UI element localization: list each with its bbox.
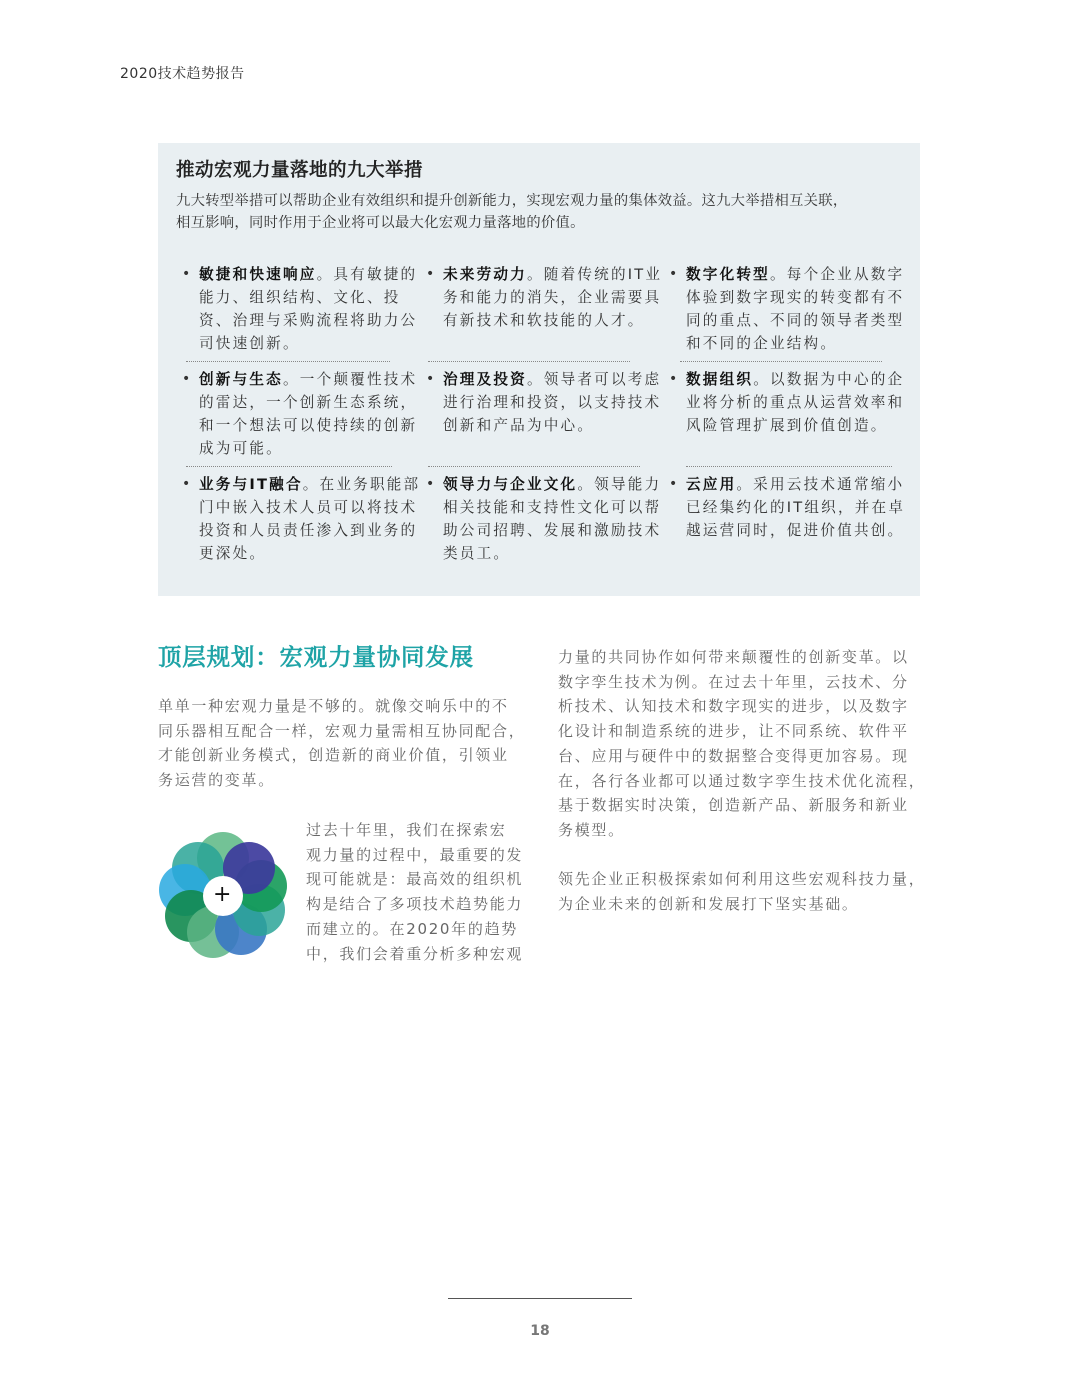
measure-text: 。采用云技术通常缩小 — [736, 476, 905, 493]
measure-text: 的雷达，一个创新生态系统， — [199, 394, 418, 411]
bullet-icon: • — [182, 266, 191, 282]
measure-text: 体验到数字现实的转变都有不 — [686, 289, 905, 306]
measure-item — [669, 263, 916, 355]
measure-line — [686, 309, 916, 332]
measure-line — [199, 496, 429, 519]
measure-line — [686, 332, 916, 355]
measure-line — [443, 368, 673, 391]
measure-line — [443, 309, 673, 332]
measure-text: 同的重点、不同的领导者类型 — [686, 312, 905, 329]
measure-text: 能力、组织结构、文化、投 — [199, 289, 401, 306]
measure-item — [426, 263, 673, 332]
measure-text: 。领导者可以考虑 — [526, 371, 662, 388]
dotted-divider — [680, 361, 882, 362]
measure-line — [686, 414, 916, 437]
paragraph-line: 在，各行各业都可以通过数字孪生技术优化流程， — [558, 771, 926, 790]
bullet-icon: • — [182, 476, 191, 492]
measure-line — [443, 473, 673, 496]
measure-text: 。具有敏捷的 — [316, 266, 418, 283]
measure-term: 业务与IT融合 — [199, 476, 303, 493]
measure-text: 成为可能。 — [199, 440, 283, 457]
measure-line — [199, 519, 429, 542]
measure-text: 。以数据为中心的企 — [753, 371, 905, 388]
paragraph-line: 析技术、认知技术和数字现实的进步，以及数字 — [558, 697, 909, 716]
paragraph-3 — [558, 645, 925, 843]
measure-line — [199, 368, 429, 391]
page-number: 18 — [530, 1323, 550, 1339]
paragraph-line: 力量的共同协作如何带来颠覆性的创新变革。以 — [558, 648, 909, 666]
measure-item — [669, 368, 916, 437]
bullet-icon: • — [426, 476, 435, 492]
paragraph-line: 台、应用与硬件中的数据整合变得更加容易。现 — [558, 746, 909, 765]
measure-item — [426, 473, 673, 565]
measure-line — [199, 414, 429, 437]
measure-text: 进行治理和投资，以支持技术 — [443, 394, 662, 411]
paragraph-line: 务运营的变革。 — [158, 771, 275, 790]
paragraph-1 — [158, 694, 525, 793]
measure-text: 风险管理扩展到价值创造。 — [686, 417, 888, 434]
dotted-divider — [186, 466, 392, 467]
paragraph-4 — [558, 867, 925, 916]
measure-line — [443, 263, 673, 286]
dotted-divider — [686, 466, 892, 467]
paragraph-line: 才能创新业务模式，创造新的商业价值，引领业 — [158, 746, 509, 765]
measure-text: 。领导能力 — [577, 476, 662, 493]
measure-text: 相关技能和支持性文化可以帮 — [443, 499, 662, 516]
measure-text: 务和能力的消失，企业需要具 — [443, 289, 662, 306]
box-intro-line: 相互影响，同时作用于企业将可以最大化宏观力量落地的价值。 — [176, 215, 585, 231]
section-heading: 顶层规划：宏观力量协同发展 — [158, 643, 474, 671]
paragraph-2 — [306, 818, 523, 966]
bullet-icon: • — [426, 266, 435, 282]
measure-line — [199, 473, 429, 496]
measure-text: 创新和产品为中心。 — [443, 417, 595, 434]
paragraph-line: 数字孪生技术为例。在过去十年里，云技术、分 — [558, 672, 909, 691]
measure-text: 。在业务职能部 — [302, 476, 421, 493]
paragraph-line: 过去十年里，我们在探索宏 — [306, 821, 507, 839]
bullet-icon: • — [182, 371, 191, 387]
paragraph-line: 同乐器相互配合一样，宏观力量需相互协同配合， — [158, 721, 526, 740]
bullet-icon: • — [426, 371, 435, 387]
paragraph-line: 中，我们会着重分析多种宏观 — [306, 944, 524, 963]
measure-item — [182, 368, 429, 460]
measure-text: 和不同的企业结构。 — [686, 335, 838, 352]
box-intro-line: 九大转型举措可以帮助企业有效组织和提升创新能力，实现宏观力量的集体效益。这九大举措相互关联， — [176, 193, 848, 209]
measure-text: 。每个企业从数字 — [769, 266, 905, 283]
measure-text: 越运营同时，促进价值共创。 — [686, 522, 905, 539]
measure-item — [669, 473, 916, 542]
bullet-icon: • — [669, 476, 678, 492]
measure-line — [443, 542, 673, 565]
measure-term: 数据组织 — [686, 371, 754, 388]
measure-term: 未来劳动力 — [443, 266, 527, 283]
measure-line — [199, 286, 429, 309]
dotted-divider — [428, 466, 640, 467]
measure-term: 治理及投资 — [443, 371, 527, 388]
measure-line — [686, 391, 916, 414]
logo-plus-symbol: + — [213, 882, 232, 907]
box-title: 推动宏观力量落地的九大举措 — [176, 160, 424, 181]
paragraph-line: 构是结合了多项技术趋势能力 — [306, 895, 524, 914]
paragraph-line: 单单一种宏观力量是不够的。就像交响乐中的不 — [158, 697, 509, 715]
paragraph-line: 而建立的。在2020年的趋势 — [306, 919, 518, 938]
paragraph-line: 务模型。 — [558, 820, 625, 839]
measure-term: 云应用 — [686, 476, 737, 493]
measure-text: 。随着传统的IT业 — [526, 266, 663, 283]
measure-line — [443, 391, 673, 414]
measure-text: 更深处。 — [199, 545, 267, 562]
paragraph-line: 化设计和制造系统的进步，让不同系统、软件平 — [558, 722, 909, 741]
footer-divider — [448, 1298, 632, 1299]
measure-text: 和一个想法可以使持续的创新 — [199, 417, 418, 434]
measure-text: 投资和人员责任渗入到业务的 — [199, 522, 418, 539]
measure-item — [182, 473, 429, 565]
measure-text: 司快速创新。 — [199, 335, 300, 352]
measure-term: 敏捷和快速响应 — [199, 266, 317, 283]
measure-line — [686, 368, 916, 391]
measure-line — [443, 496, 673, 519]
measure-text: 资、治理与采购流程将助力公 — [199, 312, 418, 329]
paragraph-line: 领先企业正积极探索如何利用这些宏观科技力量， — [558, 870, 926, 888]
measure-text: 有新技术和软技能的人才。 — [443, 312, 645, 329]
measure-line — [199, 391, 429, 414]
measure-line — [199, 309, 429, 332]
measure-text: 。一个颠覆性技术 — [282, 371, 418, 388]
measure-line — [443, 286, 673, 309]
measure-line — [443, 414, 673, 437]
measure-line — [199, 263, 429, 286]
measure-item — [426, 368, 673, 437]
measure-line — [199, 542, 429, 565]
paragraph-line: 为企业未来的创新和发展打下坚实基础。 — [558, 894, 859, 913]
bullet-icon: • — [669, 371, 678, 387]
measure-text: 业将分析的重点从运营效率和 — [686, 394, 905, 411]
dotted-divider — [428, 361, 630, 362]
measure-line — [686, 519, 916, 542]
measure-text: 门中嵌入技术人员可以将技术 — [199, 499, 418, 516]
measure-term: 数字化转型 — [686, 266, 770, 283]
report-header: 2020技术趋势报告 — [120, 66, 245, 82]
measure-line — [686, 496, 916, 519]
measure-term: 创新与生态 — [199, 371, 283, 388]
measure-line — [686, 263, 916, 286]
paragraph-line: 观力量的过程中，最重要的发 — [306, 845, 524, 864]
measure-text: 助公司招聘、发展和激励技术 — [443, 522, 662, 539]
measure-line — [199, 437, 429, 460]
measure-text: 类员工。 — [443, 545, 511, 562]
paragraph-line: 基于数据实时决策，创造新产品、新服务和新业 — [558, 796, 909, 815]
measure-line — [686, 286, 916, 309]
measure-item — [182, 263, 429, 355]
measure-line — [443, 519, 673, 542]
measure-line — [686, 473, 916, 496]
dotted-divider — [186, 361, 390, 362]
bullet-icon: • — [669, 266, 678, 282]
paragraph-line: 现可能就是：最高效的组织机 — [306, 870, 524, 889]
measure-text: 已经集约化的IT组织，并在卓 — [686, 499, 906, 516]
measure-term: 领导力与企业文化 — [443, 476, 578, 493]
measure-line — [199, 332, 429, 355]
